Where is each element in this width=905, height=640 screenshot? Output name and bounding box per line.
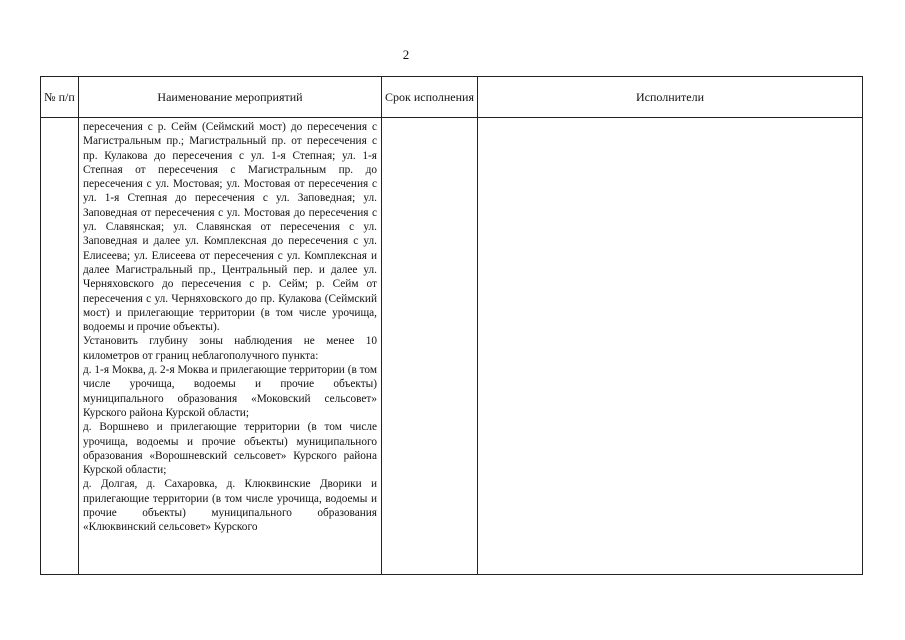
measures-paragraph: пересечения с р. Сейм (Сеймский мост) до пересечения с Магистральным пр.; Магистральный пр. от пересечения с пр. Кулакова до пересечения с ул. 1-я Степная; ул. 1-я Степная от пересечения с Магистральным пр. до пересечения с ул. Мостовая; ул. Мостовая от пересечения с ул. 1-я Степная до пересечения с ул. Заповедная; ул. Заповедная от пересечения с ул. Мостовая до пересечения с ул. Славянская; ул. Славянская от пересечения с ул. Заповедная и далее ул. Комплексная до пересечения с ул. Елисеева; ул. Елисеева от пересечения с ул. Комплексная и далее Магистральный пр., Центральный пер. и далее ул. Черняховского до пересечения с р. Сейм; р. Сейм от пересечения с ул. Черняховского до пр. Кулакова (Сеймский мост) и прилегающие территории (в том числе урочища, водоемы и прочие объекты). xyxy=(83,121,377,334)
measures-text xyxy=(79,118,381,574)
table-row xyxy=(41,118,863,575)
measures-table xyxy=(40,76,863,575)
cell-deadline xyxy=(382,118,478,575)
cell-num xyxy=(41,118,79,575)
header-deadline: Срок исполнения xyxy=(382,77,478,118)
measures-paragraph: Установить глубину зоны наблюдения не менее 10 километров от границ неблагополучного пункта: xyxy=(83,335,377,362)
cell-executors xyxy=(478,118,863,575)
page-number: 2 xyxy=(402,47,410,62)
header-name: Наименование мероприятий xyxy=(79,77,382,118)
header-num: № п/п xyxy=(41,77,79,118)
measures-paragraph: д. Долгая, д. Сахаровка, д. Клюквинские Дворики и прилегающие территории (в том числе урочища, водоемы и прочие объекты) муниципального образования «Клюквинский сельсовет» Курского xyxy=(83,478,377,534)
cell-name xyxy=(79,118,382,575)
header-executors: Исполнители xyxy=(478,77,863,118)
measures-paragraph: д. 1-я Моква, д. 2-я Моква и прилегающие территории (в том числе урочища, водоемы и прочие объекты) муниципального образования «Моковский сельсовет» Курского района Курской области; xyxy=(83,364,377,419)
measures-paragraph: д. Воршнево и прилегающие территории (в том числе урочища, водоемы и прочие объекты) муниципального образования «Ворошневский сельсовет» Курского района Курской области; xyxy=(83,421,377,477)
table-header-row xyxy=(41,77,863,118)
